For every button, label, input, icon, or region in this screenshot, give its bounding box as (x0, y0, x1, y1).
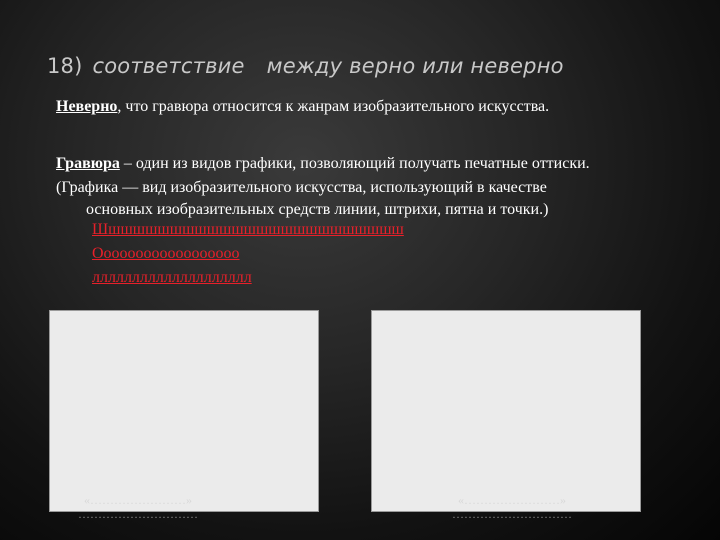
image-placeholder-right (371, 310, 641, 512)
caption-left-quote: «……………………» (84, 493, 192, 507)
red-line-2: Оооооооооооооооооо (92, 245, 240, 262)
title-word-correspondence: соответствие (92, 54, 245, 78)
definition-line-2: (Графика — вид изобразительного искусства, использующий в качестве (56, 179, 547, 196)
title-number: 18) (47, 54, 83, 78)
caption-right-quote: «……………………» (458, 493, 566, 507)
slide-title (47, 54, 564, 78)
red-line-1: Шшшшшшшшшшшшшшшшшшшшшшшшш (92, 221, 404, 238)
red-placeholder-lines (92, 218, 404, 290)
statement-line-1 (56, 98, 549, 116)
statement-1-keyword: Неверно (56, 98, 118, 115)
caption-right (452, 493, 572, 521)
statement-1-text: , что гравюра относится к жанрам изобразительного искусства. (117, 98, 550, 115)
definition-text: – один из видов графики, позволяющий получать печатные оттиски. (119, 155, 590, 172)
image-placeholder-left (49, 310, 319, 512)
red-line-3: лллллллллллллллллллл (92, 269, 252, 286)
caption-right-dots: ………………………… (452, 507, 572, 521)
definition-line-1 (56, 155, 590, 173)
caption-left-dots: ………………………… (78, 507, 198, 521)
title-word-true-false: между верно или неверно (266, 54, 564, 78)
definition-line-3: основных изобразительных средств линии, штрихи, пятна и точки.) (86, 201, 549, 218)
caption-left (78, 493, 198, 521)
definition-keyword: Гравюра (56, 155, 120, 172)
